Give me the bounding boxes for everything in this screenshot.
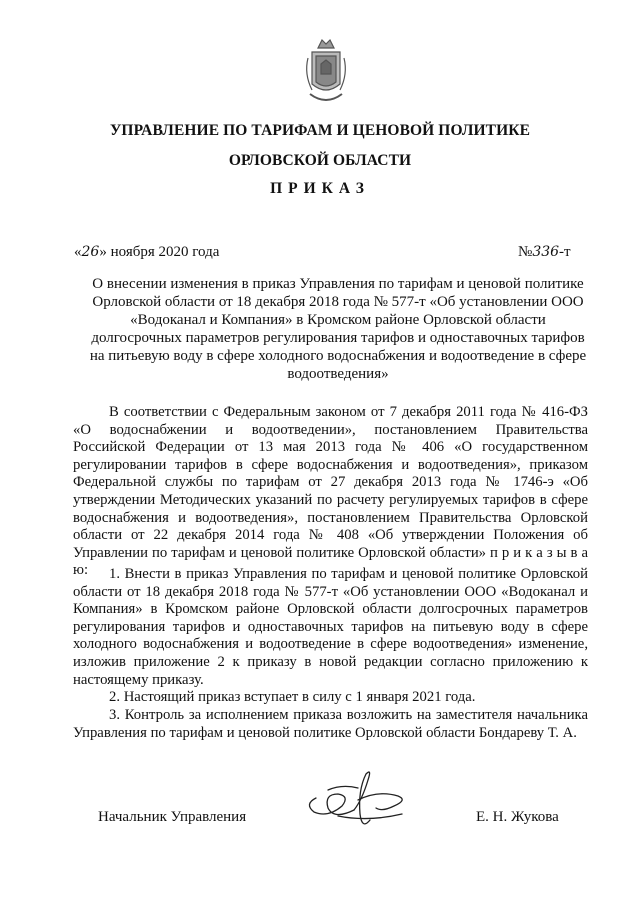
preamble-paragraph: В соответствии с Федеральным законом от 7 декабря 2011 года № 416-ФЗ «О водоснабжении и водоотведении», постановлением Правительства Российской Федерации от 13 мая 2013 года № 406 «О государственном регулировании тарифов в сфере водоснабжения и водоотведения», приказом Федеральной службы по тарифам от 27 декабря 2013 года № 1746-э «Об утверждении Методических указаний по расчету регулируемых тарифов в сфере водоснабжения и водоотведения», постановлением Правительства Орловской области от 22 декабря 2014 года № 408 «Об утверждении Положения об Управлении по тарифам и ценовой политике Орловской области» п р и к а з ы в а ю: xyxy=(73,404,588,579)
organization-name: УПРАВЛЕНИЕ ПО ТАРИФАМ И ЦЕНОВОЙ ПОЛИТИКЕ xyxy=(109,122,531,139)
organization-region: ОРЛОВСКОЙ ОБЛАСТИ xyxy=(228,152,412,169)
item-3-paragraph: 3. Контроль за исполнением приказа возложить на заместителя начальника Управления по тарифам и ценовой политике Орловской области Бондареву Т. А. xyxy=(73,707,588,741)
date-rest: » ноября 2020 года xyxy=(99,244,220,260)
date-day: 26 xyxy=(81,244,100,260)
date-open-quote: « xyxy=(74,244,82,260)
number-suffix: -т xyxy=(559,244,571,260)
number-prefix: № xyxy=(518,244,533,260)
item-1-paragraph: 1. Внести в приказ Управления по тарифам и ценовой политике Орловской области от 18 декабря 2018 года № 577-т «Об установлении ООО «Водоканал и Компания» в Кромском районе Орловской области долгосрочных параметров регулирования тарифов и одноставочных тарифов на питьевую воду в сфере холодного водоснабжения и водоотведение в сфере водоотведения» изменение, изложив приложение 2 к приказу в новой редакции согласно приложению к настоящему приказу. xyxy=(73,566,588,688)
order-date xyxy=(74,244,219,261)
document-type: ПРИКАЗ xyxy=(270,180,370,197)
signatory-title: Начальник Управления xyxy=(98,809,247,825)
order-number xyxy=(518,244,571,261)
handwritten-signature-icon xyxy=(298,760,416,835)
number-value: 336 xyxy=(532,244,560,260)
signatory-name: Е. Н. Жукова xyxy=(476,809,559,825)
coat-of-arms-icon xyxy=(302,34,350,110)
item-2-paragraph: 2. Настоящий приказ вступает в силу с 1 января 2021 года. xyxy=(109,689,476,705)
order-subject: О внесении изменения в приказ Управления по тарифам и ценовой политике Орловской области от 18 декабря 2018 года № 577-т «Об установлении ООО «Водоканал и Компания» в Кромском районе Орловской области долгосрочных параметров регулирования тарифов и одноставочных тарифов на питьевую воду в сфере холодного водоснабжения и водоотведение в сфере водоотведения» xyxy=(89,276,587,382)
